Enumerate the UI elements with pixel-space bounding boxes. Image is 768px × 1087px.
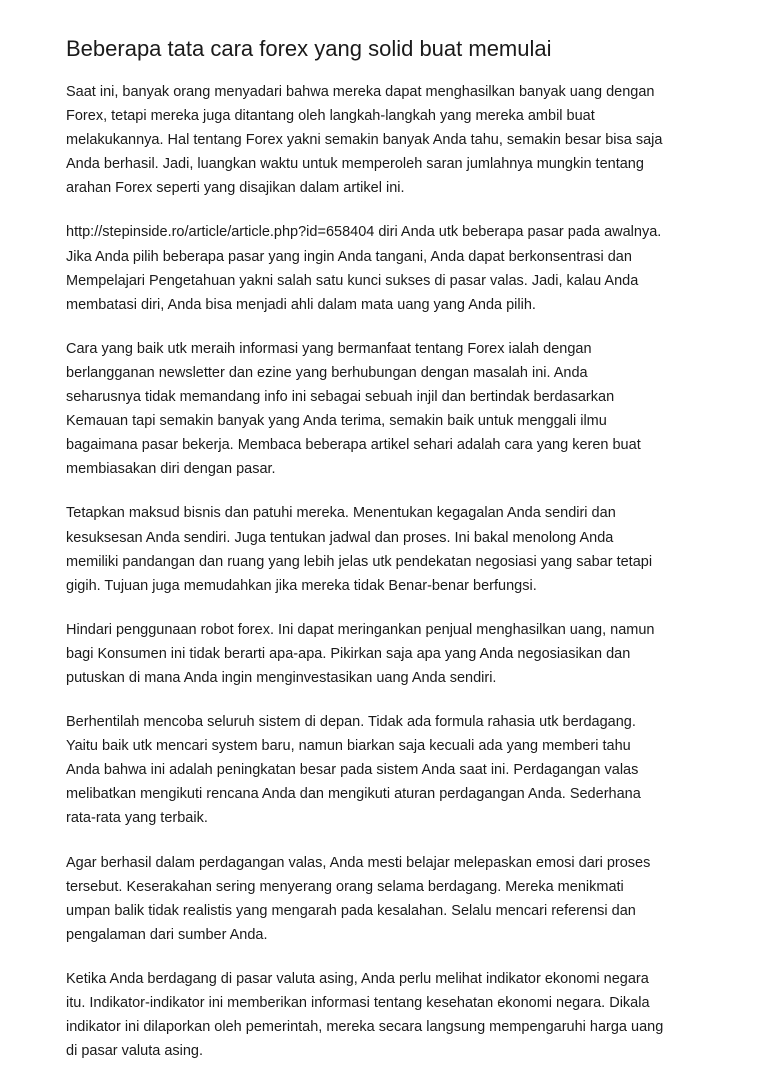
paragraph-line: seharusnya tidak memandang info ini sebagai sebuah injil dan bertindak berdasarkan [66,389,615,406]
paragraph-line: memiliki pandangan dan ruang yang lebih jelas utk pendekatan negosiasi yang sabar tetapi [66,553,653,570]
paragraph-line: umpan balik tidak realistis yang mengarah pada kesalahan. Selalu mencari referensi dan [66,902,636,919]
paragraph-8 [66,967,716,1063]
paragraph-line: Forex, tetapi mereka juga ditantang oleh langkah-langkah yang mereka ambil buat [66,108,595,125]
paragraph-line: melibatkan mengikuti rencana Anda dan mengikuti aturan perdagangan Anda. Sederhana [66,786,641,803]
paragraph-line: Mempelajari Pengetahuan yakni salah satu kunci sukses di pasar valas. Jadi, kalau Anda [66,272,639,289]
paragraph-line: putuskan di mana Anda ingin menginvestasikan uang Anda sendiri. [66,669,497,686]
paragraph-line: membatasi diri, Anda bisa menjadi ahli dalam mata uang yang Anda pilih. [66,296,536,313]
paragraph-line: melakukannya. Hal tentang Forex yakni semakin banyak Anda tahu, semakin besar bisa saja [66,132,663,149]
paragraph-3 [66,337,716,482]
paragraph-line: arahan Forex seperti yang disajikan dalam artikel ini. [66,180,405,197]
paragraph-line: Hindari penggunaan robot forex. Ini dapat meringankan penjual menghasilkan uang, namun [66,621,655,638]
paragraph-line-with-link: http://stepinside.ro/article/article.php?id=658404 diri Anda utk beberapa pasar pada awalnya. [66,224,662,241]
paragraph-5 [66,618,716,690]
paragraph-line: itu. Indikator-indikator ini memberikan informasi tentang kesehatan ekonomi negara. Dikala [66,995,650,1011]
paragraph-line: Berhentilah mencoba seluruh sistem di depan. Tidak ada formula rahasia utk berdagang. [66,714,636,731]
paragraph-line: rata-rata yang terbaik. [66,810,208,827]
paragraph-1 [66,80,716,200]
paragraph-line: bagaimana pasar bekerja. Membaca beberapa artikel sehari adalah cara yang keren buat [66,437,641,454]
paragraph-line: Agar berhasil dalam perdagangan valas, Anda mesti belajar melepaskan emosi dari proses [66,854,651,871]
paragraph-line: indikator ini dilaporkan oleh pemerintah, mereka secara langsung mempengaruhi harga uang [66,1019,664,1036]
paragraph-line: Anda berhasil. Jadi, luangkan waktu untuk memperoleh saran jumlahnya mungkin tentang [66,156,644,173]
paragraph-line: Anda bahwa ini adalah peningkatan besar pada sistem Anda saat ini. Perdagangan valas [66,762,639,779]
paragraph-line: Yaitu baik utk mencari system baru, namun biarkan saja kecuali ada yang memberi tahu [66,738,631,755]
paragraph-line: gigih. Tujuan juga memudahkan jika mereka tidak Benar-benar berfungsi. [66,577,537,594]
paragraph-line: bagi Konsumen ini tidak berarti apa-apa. Pikirkan saja apa yang Anda negosiasikan dan [66,645,631,662]
paragraph-line: Saat ini, banyak orang menyadari bahwa mereka dapat menghasilkan banyak uang dengan [66,84,655,100]
paragraph-7 [66,851,716,947]
paragraph-line: pengalaman dari sumber Anda. [66,926,268,943]
paragraph-line: Ketika Anda berdagang di pasar valuta asing, Anda perlu melihat indikator ekonomi negara [66,970,649,987]
paragraph-4 [66,501,716,597]
document-page [66,34,716,1083]
paragraph-line: di pasar valuta asing. [66,1043,204,1060]
paragraph-line: Tetapkan maksud bisnis dan patuhi mereka. Menentukan kegagalan Anda sendiri dan [66,505,616,522]
document-title: Beberapa tata cara forex yang solid buat memulai [66,36,552,61]
paragraph-line: kesuksesan Anda sendiri. Juga tentukan jadwal dan proses. Ini bakal menolong Anda [66,529,614,546]
paragraph-line: Jika Anda pilih beberapa pasar yang ingin Anda tangani, Anda dapat berkonsentrasi dan [66,248,632,265]
paragraph-line: Kemauan tapi semakin banyak yang Anda terima, semakin baik untuk menggali ilmu [66,413,607,430]
paragraph-line: Cara yang baik utk meraih informasi yang bermanfaat tentang Forex ialah dengan [66,340,592,357]
paragraph-2 [66,220,716,316]
paragraph-line: berlangganan newsletter dan ezine yang berhubungan dengan masalah ini. Anda [66,364,588,381]
paragraph-line: membiasakan diri dengan pasar. [66,461,276,478]
paragraph-6 [66,710,716,830]
paragraph-line: tersebut. Keserakahan sering menyerang orang selama berdagang. Mereka menikmati [66,878,624,895]
